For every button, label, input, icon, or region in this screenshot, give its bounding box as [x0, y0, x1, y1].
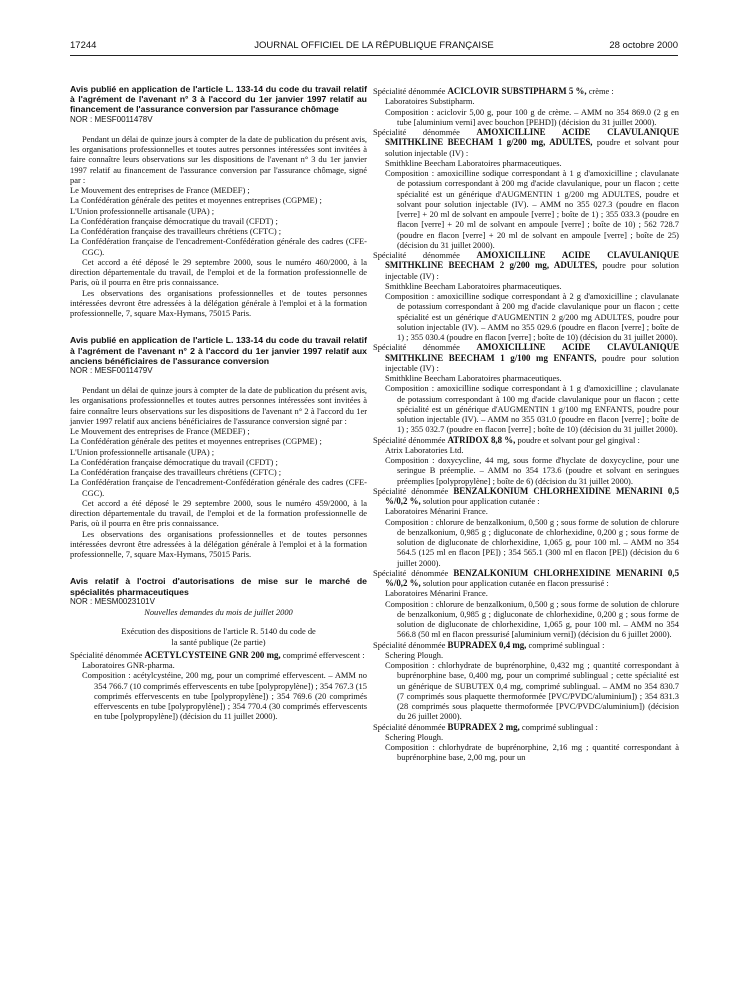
drug-form: poudre pour solution injectable (IV) :: [385, 352, 679, 373]
header-rule: [70, 55, 678, 56]
paragraph: Les observations des organisations professionnelles et de toutes personnes intéressées devront être adressées à la délégation générale à l'emploi et à la formation professionnelle, 7, square Max-Hymans, 75015 Paris.: [70, 287, 367, 319]
drug-name: AMOXICILLINE ACIDE CLAVULANIQUE SMITHKLINE BEECHAM 2 g/200 mg, ADULTES,: [385, 250, 679, 271]
section-subtitle: Nouvelles demandes du mois de juillet 2000: [144, 607, 293, 618]
drug-name: AMOXICILLINE ACIDE CLAVULANIQUE SMITHKLINE BEECHAM 1 g/200 mg, ADULTES,: [385, 127, 679, 148]
execution-line: Exécution des dispositions de l'article R. 5140 du code de la santé publique (2e partie): [121, 626, 316, 647]
paragraph: Les observations des organisations professionnelles et de toutes personnes intéressées devront être adressées à la délégation générale à l'emploi et à la formation professionnelle, 7, square Max-Hymans, 75015 Paris.: [70, 528, 367, 560]
signatory: La Confédération française des travailleurs chrétiens (CFTC) ;: [70, 226, 282, 237]
drug-form: comprimé sublingual :: [521, 721, 598, 732]
specialite-prefix: Spécialité dénommée: [373, 127, 460, 137]
composition: Composition : amoxicilline sodique correspondant à 2 g d'amoxicilline ; clavulanate de potassium correspondant à 200 mg d'acide clavulanique pour un flacon ; cette spécialité est un générique d'AUGMENTIN 2 g/200 mg ADULTES, poudre pour solution injectable (IV). – AMM no 355 029.6 (poudre en flacon [verre] ; boîte de 1) ; 355 030.4 (poudre en flacon [verre] ; boîte de 10) (décision du 31 juillet 2000).: [385, 291, 679, 342]
composition: Composition : chlorure de benzalkonium, 0,500 g ; sous forme de solution de chlorure de benzalkonium, 0,985 g ; digluconate de chlorhexidine, 0,200 g ; sous forme de solution de digluconate de chlorhexidine, 1,065 g, pour 100 ml. – AMM no 354 564.5 (125 ml en flacon [PE]) ; 354 565.1 (300 ml en flacon [PE]) (décision du 6 juillet 2000).: [385, 516, 679, 568]
specialite-entry: [70, 650, 367, 660]
composition: Composition : acétylcystéine, 200 mg, pour un comprimé effervescent. – AMM no 354 766.7 (10 comprimés effervescents en tube [polypropylène]) ; 354 767.3 (15 comprimés effervescents en tube [polypropylène]) ; 354 769.6 (20 comprimés effervescents en tube [polypropylène]) ; 354 770.4 (30 comprimés effervescents en tube [polypropylène]) (décision du 11 juillet 2000).: [82, 670, 367, 722]
signatory: La Confédération française de l'encadrement-Confédération générale des cadres (CFE-CGC).: [70, 477, 367, 498]
signatory: L'Union professionnelle artisanale (UPA) ;: [70, 205, 215, 216]
journal-title: JOURNAL OFFICIEL DE LA RÉPUBLIQUE FRANÇAISE: [254, 40, 494, 51]
signatory: La Confédération française démocratique du travail (CFDT) ;: [70, 215, 278, 226]
specialite-prefix: Spécialité dénommée: [373, 639, 446, 650]
drug-name: AMOXICILLINE ACIDE CLAVULANIQUE SMITHKLINE BEECHAM 1 g/100 mg ENFANTS,: [385, 342, 679, 363]
avis-avenant-2: [70, 335, 367, 559]
specialite-prefix: Spécialité dénommée: [373, 86, 446, 96]
specialite-prefix: Spécialité dénommée: [373, 567, 449, 578]
composition: Composition : amoxicilline sodique correspondant à 1 g d'amoxicilline ; clavulanate de potassium correspondant à 100 mg d'acide clavulanique pour un flacon ; cette spécialité est un générique d'AUGMENTIN 1 g/100 mg ENFANTS, poudre pour solution injectable (IV). – AMM no 355 031.0 (poudre en flacon [verre] ; boîte de 1) ; 355 032.7 (poudre en flacon [verre] ; boîte de 10) (décision du 31 juillet 2000).: [385, 383, 679, 435]
paragraph: Cet accord a été déposé le 29 septembre 2000, sous le numéro 460/2000, à la direction départementale du travail, de l'emploi et de la formation professionnelle de Paris, où il pourra en être pris connaissance.: [70, 256, 367, 288]
laboratory: Schering Plough.: [385, 649, 444, 660]
drug-form: comprimé effervescent :: [282, 649, 365, 660]
drug-form: solution pour application cutanée en flacon pressurisé :: [422, 578, 609, 588]
composition: Composition : amoxicilline sodique correspondant à 1 g d'amoxicilline ; clavulanate de potassium correspondant à 200 mg d'acide clavulanique, pour un flacon ; cette spécialité est un générique d'AUGMENTIN 1 g/200 mg ADULTES, poudre et solvant pour solution injectable (IV). – AMM no 355 027.3 (poudre en flacon [verre] + 20 ml de solvant en ampoule [verre] ; boîte de 1) ; 355 033.3 (poudre en flacon [verre] + 20 ml de solvant en ampoule [verre] ; boîte de 10) ; 562 728.7 (poudre en flacon [verre] + 20 ml de solvant en ampoule [verre] ; boîte de 25) (décision du 31 juillet 2000).: [385, 168, 679, 250]
signatory: La Confédération française de l'encadrement-Confédération générale des cadres (CFE-CGC).: [70, 236, 367, 257]
specialite-entry: [373, 127, 679, 250]
drug-form: poudre et solvant pour gel gingival :: [517, 434, 640, 445]
specialite-entry: [373, 250, 679, 342]
composition: Composition : doxycycline, 44 mg, sous forme d'hyclate de doxycycline, pour une seringue B préemplie. – AMM no 354 173.6 (poudre et solvant en seringues préemplies [polypropylène] ; boîte de 6) (décision du 31 juillet 2000).: [385, 455, 679, 486]
avis-title: Avis relatif à l'octroi d'autorisations de mise sur le marché de spécialités pharmaceutiques: [70, 576, 367, 597]
laboratory: Smithkline Beecham Laboratoires pharmaceutiques.: [385, 280, 562, 291]
drug-name: BENZALKONIUM CHLORHEXIDINE MENARINI 0,5 %/0,2 %,: [385, 567, 680, 588]
laboratory: Smithkline Beecham Laboratoires pharmaceutiques.: [385, 157, 562, 168]
nor-reference: NOR : MESF0011478V: [70, 114, 153, 124]
specialite-entry: [373, 435, 679, 486]
nor-reference: NOR : MESF0011479V: [70, 365, 153, 375]
drug-name: ACICLOVIR SUBSTIPHARM 5 %,: [447, 86, 587, 96]
nor-reference: NOR : MESM0023101V: [70, 596, 155, 606]
page-number: 17244: [70, 40, 97, 51]
signatory: La Confédération générale des petites et moyennes entreprises (CGPME) ;: [70, 195, 322, 206]
drug-form: crème :: [588, 86, 614, 96]
laboratory: Laboratoires Ménarini France.: [385, 588, 488, 599]
signatory: La Confédération française des travailleurs chrétiens (CFTC) ;: [70, 467, 282, 478]
laboratory: Smithkline Beecham Laboratoires pharmaceutiques.: [385, 373, 562, 383]
right-column: [373, 86, 679, 763]
drug-form: poudre et solvant pour solution injectable (IV) :: [385, 137, 680, 158]
signatory: La Confédération générale des petites et moyennes entreprises (CGPME) ;: [70, 436, 322, 447]
specialite-prefix: Spécialité dénommée: [373, 485, 449, 496]
composition: Composition : aciclovir 5,00 g, pour 100 g de crème. – AMM no 354 869.0 (2 g en tube [aluminium verni] avec bouchon [PEHD]) (décision du 31 juillet 2000).: [385, 106, 679, 127]
laboratory: Atrix Laboratories Ltd.: [385, 444, 464, 455]
signatory: La Confédération française démocratique du travail (CFDT) ;: [70, 456, 278, 467]
drug-name: BUPRADEX 2 mg,: [447, 721, 520, 732]
specialite-entry: [373, 342, 679, 434]
avis-avenant-3: [70, 84, 367, 318]
specialite-prefix: Spécialité dénommée: [70, 649, 143, 660]
avis-title: Avis publié en application de l'article L. 133-14 du code du travail relatif à l'agrément de l'avenant n° 2 à l'accord du 1er janvier 1997 relatif aux anciens bénéficiaires de l'assurance conversion: [70, 335, 367, 366]
specialite-entry: [373, 86, 679, 127]
paragraph: Pendant un délai de quinze jours à compter de la date de publication du présent avis, les organisations professionnelles et toutes autres personnes intéressées sont invitées à faire connaître leurs observations sur les dispositions de l'avenant n° 2 à l'accord du 1er janvier 1997 relatif aux anciens bénéficiaires de l'assurance conversion signé par :: [70, 385, 367, 426]
specialite-prefix: Spécialité dénommée: [373, 250, 460, 260]
composition: Composition : chlorhydrate de buprénorphine, 2,16 mg ; quantité correspondant à buprénorphine base, 2,00 mg, pour un: [385, 742, 679, 763]
drug-name: ATRIDOX 8,8 %,: [447, 434, 516, 445]
avis-amm: [70, 576, 367, 721]
signatory: Le Mouvement des entreprises de France (MEDEF) ;: [70, 426, 250, 437]
drug-name: BUPRADEX 0,4 mg,: [447, 639, 527, 650]
drug-form: poudre pour solution injectable (IV) :: [385, 260, 680, 281]
specialite-entry: [373, 568, 679, 640]
laboratory: Laboratoires Ménarini France.: [385, 506, 488, 517]
specialite-prefix: Spécialité dénommée: [373, 434, 446, 445]
composition: Composition : chlorure de benzalkonium, 0,500 g ; sous forme de solution de chlorure de benzalkonium, 0,985 g ; digluconate de chlorhexidine, 0,200 g ; sous forme de solution de digluconate de chlorhexidine, 1,065 g, pour 100 ml. – AMM no 354 566.8 (50 ml en flacon pressurisé [aluminium verni]) (décision du 6 juillet 2000).: [385, 598, 679, 640]
issue-date: 28 octobre 2000: [609, 40, 678, 51]
running-header: [70, 40, 678, 54]
specialite-entry: [373, 722, 679, 763]
specialite-entry: [373, 640, 679, 722]
left-column: [70, 84, 367, 722]
laboratory: Laboratoires GNR-pharma.: [82, 660, 175, 671]
drug-name: BENZALKONIUM CHLORHEXIDINE MENARINI 0,5 %/0,2 %,: [385, 485, 680, 506]
paragraph: Pendant un délai de quinze jours à compter de la date de publication du présent avis, les organisations professionnelles et toutes autres personnes intéressées sont invitées à faire connaître leurs observations sur les dispositions de l'avenant n° 3 du 1er janvier 1997 relatif au financement de l'assurance conversion par l'assurance chômage, signé par :: [70, 133, 367, 185]
laboratory: Laboratoires Substipharm.: [385, 96, 475, 107]
signatory: Le Mouvement des entreprises de France (MEDEF) ;: [70, 185, 250, 196]
drug-name: ACETYLCYSTEINE GNR 200 mg,: [144, 649, 281, 660]
drug-form: solution pour application cutanée :: [422, 496, 540, 506]
specialite-prefix: Spécialité dénommée: [373, 721, 446, 732]
specialite-prefix: Spécialité dénommée: [373, 342, 460, 353]
composition: Composition : chlorhydrate de buprénorphine, 0,432 mg ; quantité correspondant à buprénorphine base, 0,400 mg, pour un comprimé sublingual ; cette spécialité est un générique de SUBUTEX 0,4 mg, comprimé sublingual. – AMM no 354 830.7 (7 comprimés sous plaquette thermoformée [PVC/PVDC/aluminium]) ; 354 831.3 (28 comprimés sous plaquette thermoformée [PVC/PVDC/aluminium]) (décision du 26 juillet 2000).: [385, 660, 679, 722]
laboratory: Schering Plough.: [385, 731, 444, 742]
specialite-entry: [373, 486, 679, 568]
avis-title: Avis publié en application de l'article L. 133-14 du code du travail relatif à l'agrément de l'avenant n° 3 à l'accord du 1er janvier 1997 relatif au financement de l'assurance conversion par l'assurance chômage: [70, 84, 367, 115]
drug-form: comprimé sublingual :: [528, 639, 605, 650]
paragraph: Cet accord a été déposé le 29 septembre 2000, sous le numéro 459/2000, à la direction départementale du travail, de l'emploi et de la formation professionnelle de Paris, où il pourra en être pris connaissance.: [70, 497, 367, 529]
signatory: L'Union professionnelle artisanale (UPA) ;: [70, 446, 215, 457]
